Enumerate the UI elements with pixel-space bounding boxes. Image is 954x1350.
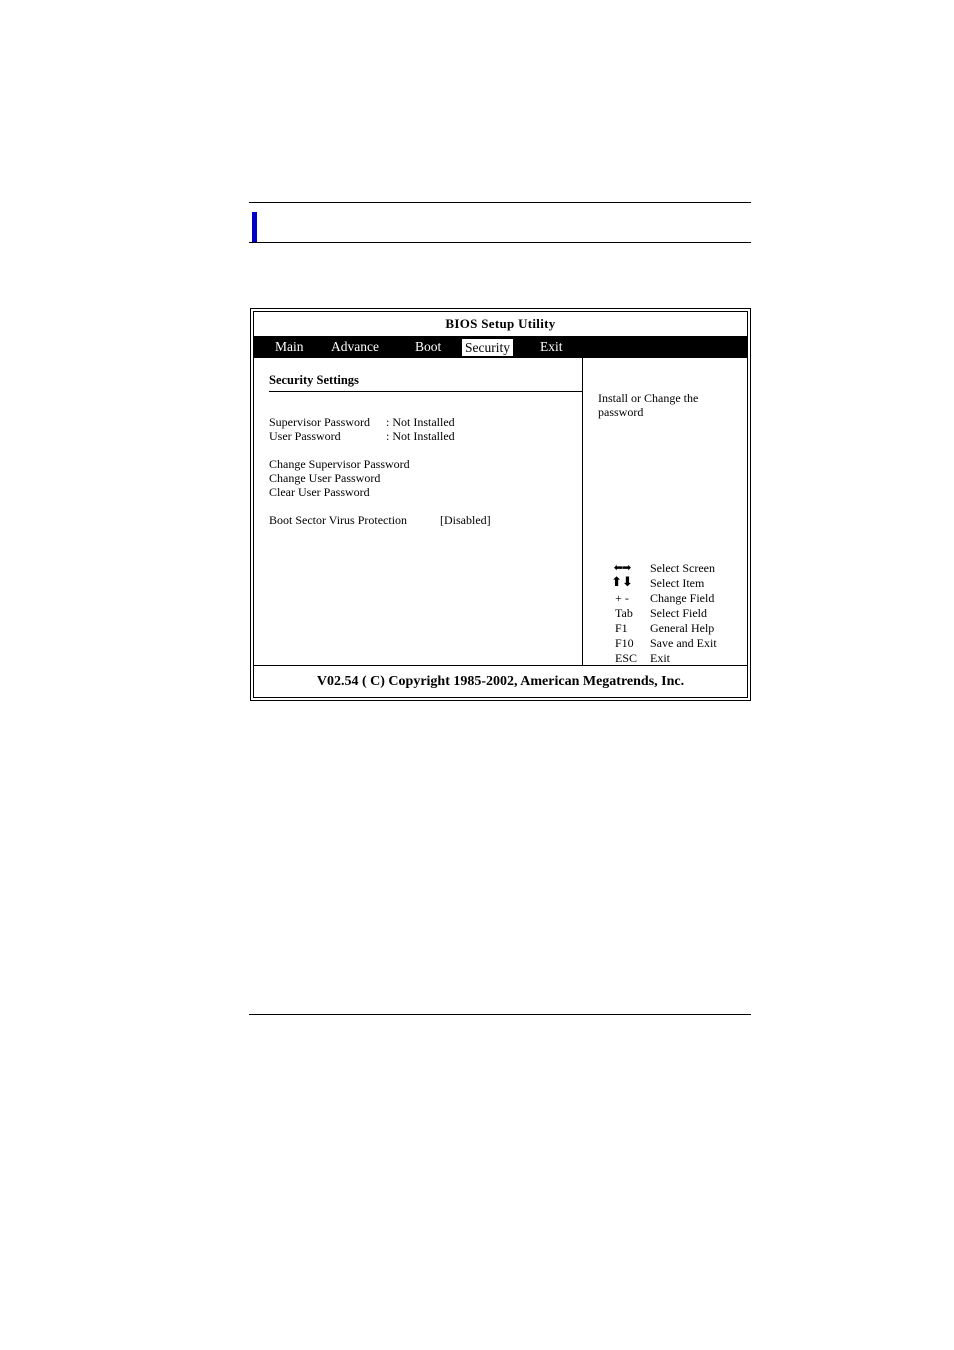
- up-down-arrows-icon: ⬆⬇: [611, 575, 633, 590]
- panel-divider: [582, 358, 583, 666]
- supervisor-password-value: : Not Installed: [386, 415, 455, 429]
- section-marker: [252, 212, 257, 243]
- supervisor-password-label: Supervisor Password: [269, 415, 370, 429]
- key-action-select-item: Select Item: [650, 576, 705, 590]
- menu-main[interactable]: Main: [275, 339, 304, 354]
- key-f1: F1: [615, 621, 628, 635]
- key-action-exit: Exit: [650, 651, 670, 665]
- left-right-arrows-icon: ⬅➡: [613, 561, 631, 574]
- bios-frame: [253, 311, 748, 698]
- menu-boot[interactable]: Boot: [415, 339, 442, 354]
- key-action-select-field: Select Field: [650, 606, 707, 620]
- change-supervisor-password-item[interactable]: Change Supervisor Password: [269, 457, 410, 471]
- page-header-rule: [249, 242, 751, 243]
- menu-bar: [254, 336, 747, 358]
- change-user-password-item[interactable]: Change User Password: [269, 471, 381, 485]
- user-password-label: User Password: [269, 429, 341, 443]
- section-underline: [269, 391, 582, 392]
- key-action-change-field: Change Field: [650, 591, 715, 605]
- key-action-general-help: General Help: [650, 621, 715, 635]
- menu-security[interactable]: Security: [461, 338, 514, 357]
- menu-advance[interactable]: Advance: [331, 339, 379, 354]
- key-tab: Tab: [615, 606, 633, 620]
- clear-user-password-item[interactable]: Clear User Password: [269, 485, 370, 499]
- user-password-value: : Not Installed: [386, 429, 455, 443]
- bios-screenshot: [250, 308, 751, 701]
- boot-sector-virus-protection-label[interactable]: Boot Sector Virus Protection: [269, 513, 408, 527]
- key-action-select-screen: Select Screen: [650, 561, 715, 575]
- page-top-rule: [249, 202, 751, 203]
- key-f10: F10: [615, 636, 634, 650]
- bios-title: BIOS Setup Utility: [445, 316, 556, 331]
- boot-sector-virus-protection-value[interactable]: [Disabled]: [440, 513, 491, 527]
- bios-footer-copyright: V02.54 ( C) Copyright 1985-2002, American Megatrends, Inc.: [316, 674, 685, 689]
- menu-exit[interactable]: Exit: [540, 339, 563, 354]
- section-title: Security Settings: [269, 373, 359, 387]
- key-plus-minus: + -: [615, 591, 629, 605]
- key-action-save-and-exit: Save and Exit: [650, 636, 717, 650]
- help-text: Install or Change the password: [598, 391, 699, 419]
- key-esc: ESC: [615, 651, 638, 665]
- page-bottom-rule: [249, 1014, 751, 1015]
